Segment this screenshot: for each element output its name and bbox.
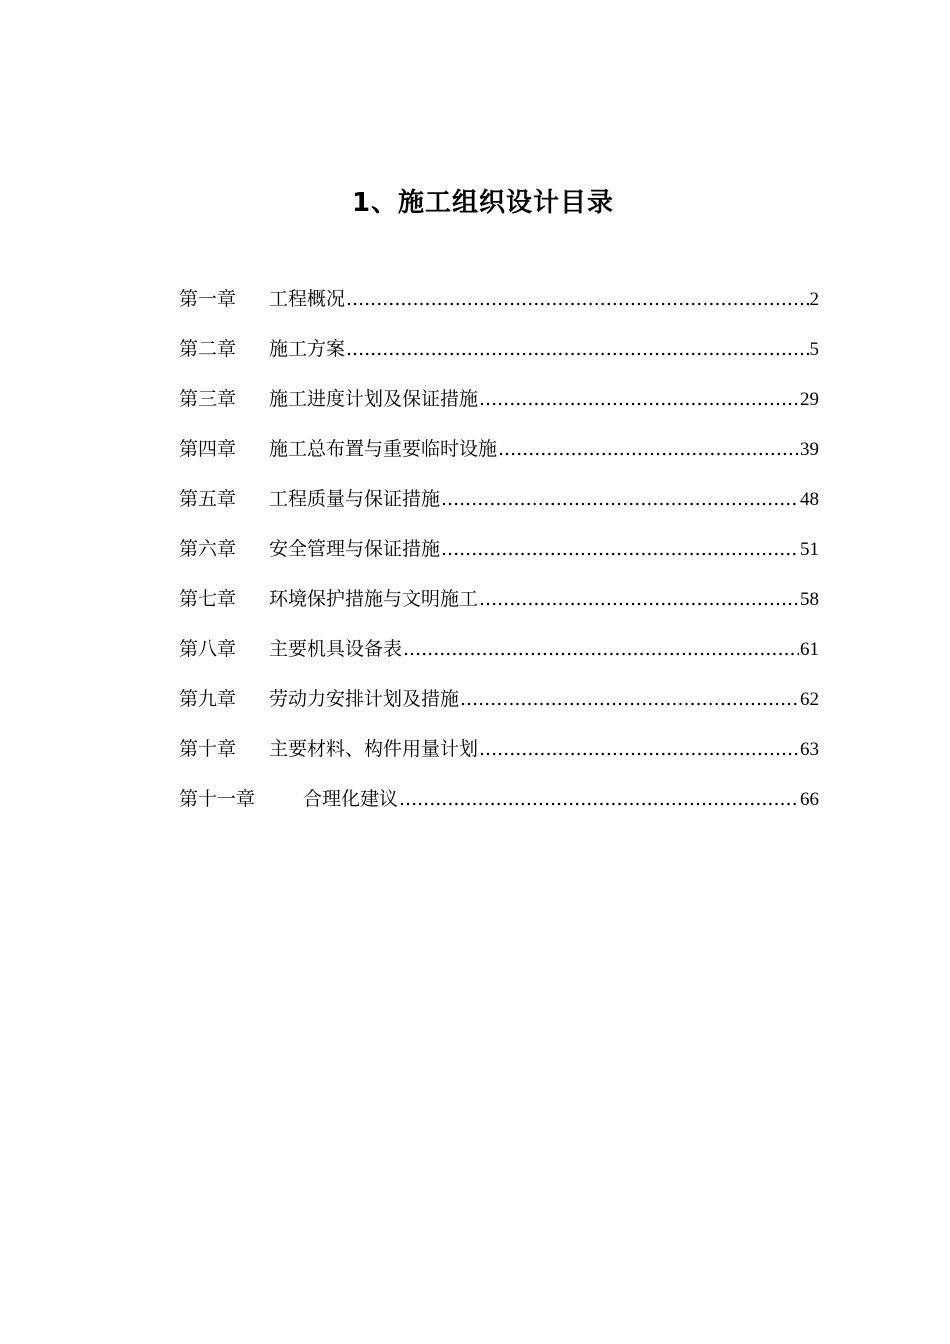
toc-chapter-title: 工程概况 [269, 288, 346, 310]
toc-dot-leader [441, 484, 799, 514]
toc-chapter-number: 第十章 [179, 738, 237, 760]
toc-chapter-title: 劳动力安排计划及措施 [269, 688, 460, 710]
toc-entry-5 [179, 484, 819, 534]
toc-chapter-title: 合理化建议 [303, 788, 399, 810]
toc-chapter-number: 第九章 [179, 688, 237, 710]
toc-chapter-title: 环境保护措施与文明施工 [269, 588, 479, 610]
toc-dot-leader [399, 784, 799, 814]
toc-page-number: 51 [800, 539, 819, 560]
toc-chapter-number: 第八章 [179, 638, 237, 660]
toc-entry-2 [179, 334, 819, 384]
toc-chapter-title: 主要材料、构件用量计划 [269, 738, 479, 760]
toc-chapter-title: 施工进度计划及保证措施 [269, 388, 479, 410]
toc-entry-7 [179, 584, 819, 634]
toc-chapter-number: 第十一章 [179, 788, 256, 810]
toc-dot-leader [346, 334, 808, 364]
toc-page-number: 61 [800, 639, 819, 660]
toc-entry-3 [179, 384, 819, 434]
toc-dot-leader [441, 534, 799, 564]
toc-dot-leader [479, 384, 799, 414]
toc-page-number: 58 [800, 589, 819, 610]
table-of-contents [179, 284, 819, 834]
toc-chapter-number: 第三章 [179, 388, 237, 410]
toc-entry-8 [179, 634, 819, 684]
toc-chapter-number: 第五章 [179, 488, 237, 510]
toc-dot-leader [479, 734, 799, 764]
toc-page-number: 63 [800, 739, 819, 760]
toc-entry-9 [179, 684, 819, 734]
toc-entry-4 [179, 434, 819, 484]
toc-page-number: 29 [800, 389, 819, 410]
toc-chapter-title: 施工方案 [269, 338, 346, 360]
toc-dot-leader [403, 634, 799, 664]
toc-chapter-number: 第二章 [179, 338, 237, 360]
toc-entry-11 [179, 784, 819, 834]
toc-entry-6 [179, 534, 819, 584]
page-title: 1、施工组织设计目录 [351, 188, 615, 218]
toc-page-number: 62 [800, 689, 819, 710]
toc-chapter-title: 施工总布置与重要临时设施 [269, 438, 498, 460]
toc-page-number: 5 [809, 339, 819, 360]
toc-dot-leader [460, 684, 799, 714]
toc-page-number: 39 [800, 439, 819, 460]
toc-chapter-title: 安全管理与保证措施 [269, 538, 441, 560]
toc-page-number: 66 [800, 789, 819, 810]
toc-page-number: 48 [800, 489, 819, 510]
toc-entry-10 [179, 734, 819, 784]
toc-chapter-number: 第一章 [179, 288, 237, 310]
toc-dot-leader [346, 284, 808, 314]
toc-dot-leader [498, 434, 799, 464]
toc-page-number: 2 [809, 289, 819, 310]
toc-entry-1 [179, 284, 819, 334]
toc-chapter-number: 第七章 [179, 588, 237, 610]
toc-dot-leader [479, 584, 799, 614]
toc-chapter-number: 第四章 [179, 438, 237, 460]
toc-chapter-number: 第六章 [179, 538, 237, 560]
toc-chapter-title: 工程质量与保证措施 [269, 488, 441, 510]
toc-chapter-title: 主要机具设备表 [269, 638, 403, 660]
